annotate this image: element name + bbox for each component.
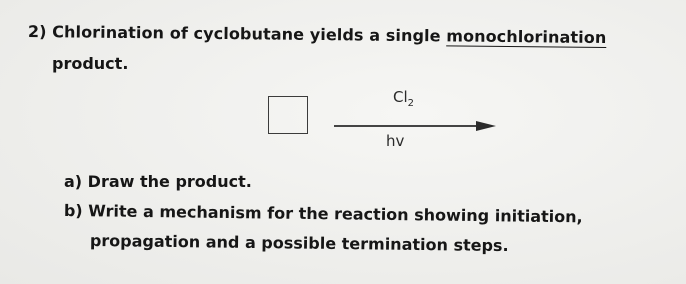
part-b-text: b) Write a mechanism for the reaction showing initiation, — [63, 201, 583, 227]
part-b-text-continued: propagation and a possible termination steps. — [89, 231, 509, 256]
reagent-light: hv — [386, 132, 405, 150]
part-a-text: a) Draw the product. — [64, 172, 252, 191]
reagent-chlorine-subscript: 2 — [407, 98, 415, 109]
cyclobutane-structure — [268, 96, 308, 134]
question-text: Chlorination of cyclobutane yields a single — [52, 22, 441, 46]
question-underlined-word: monochlorination — [446, 26, 607, 48]
reagent-chlorine — [393, 88, 414, 109]
reaction-arrow — [330, 116, 500, 136]
question-number: 2) — [27, 22, 47, 42]
reagent-chlorine-symbol: Cl — [393, 88, 408, 106]
question-text-continued: product. — [52, 54, 129, 73]
